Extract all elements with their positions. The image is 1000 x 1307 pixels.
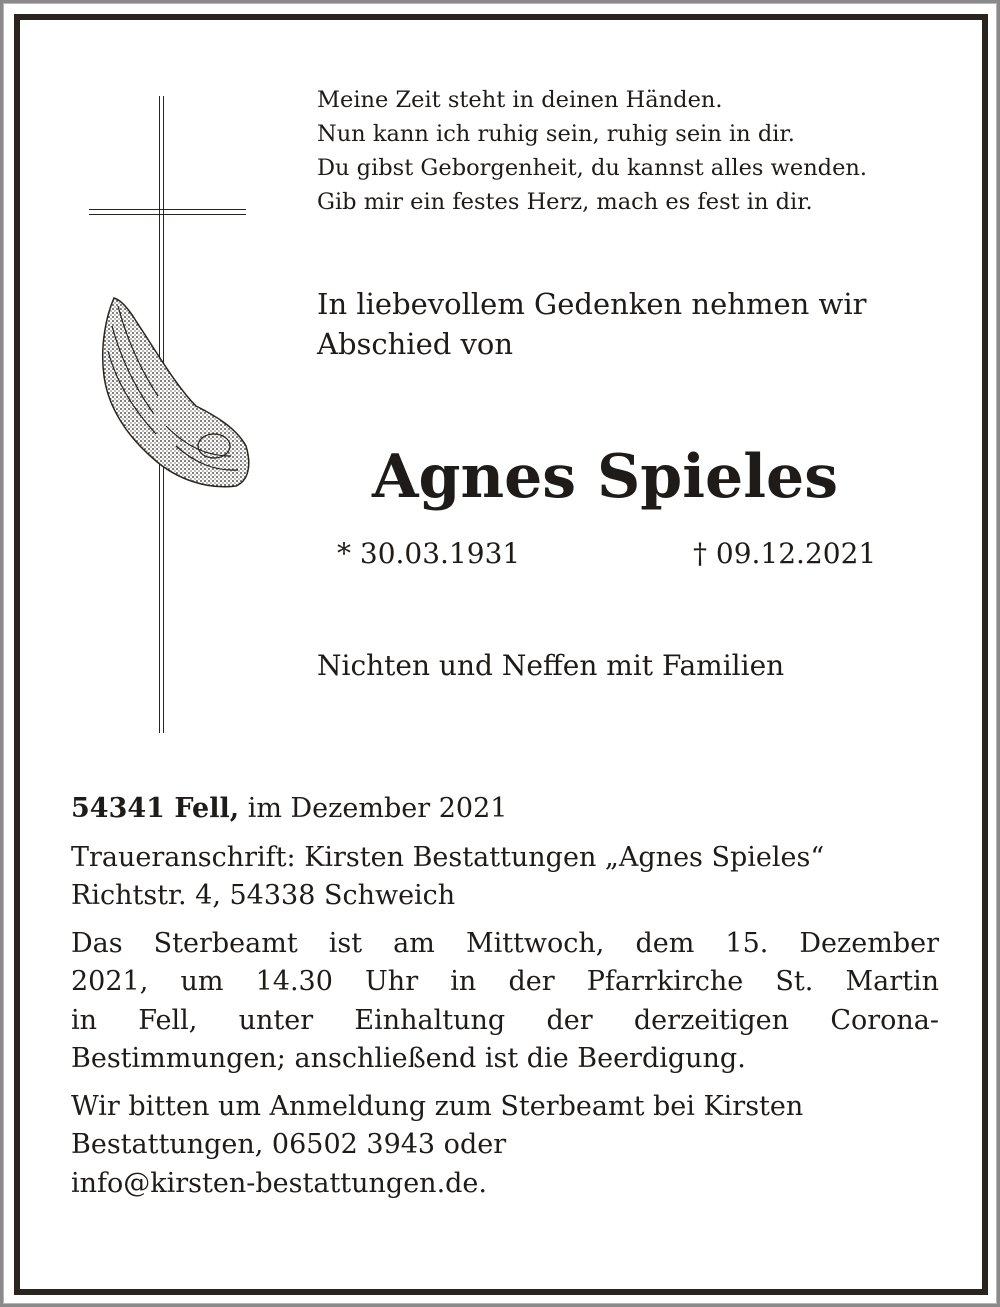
service-line: 2021, um 14.30 Uhr in der Pfarrkirche St. Martin xyxy=(71,966,939,997)
mourners: Nichten und Neffen mit Familien xyxy=(317,649,785,682)
page-frame xyxy=(3,3,997,1304)
birth-date: * 30.03.1931 xyxy=(337,537,521,570)
service-line: Bestimmungen; anschließend ist die Beerdigung. xyxy=(71,1043,746,1074)
intro-text xyxy=(317,284,866,364)
poem-line: Nun kann ich ruhig sein, ruhig sein in dir. xyxy=(317,121,795,147)
place-date-text: im Dezember 2021 xyxy=(239,793,508,824)
cross-beam xyxy=(89,209,246,215)
deceased-name: Agnes Spieles xyxy=(372,442,838,512)
service-line: Das Sterbeamt ist am Mittwoch, dem 15. Dezember xyxy=(71,927,939,959)
details-section xyxy=(71,790,939,1212)
address-line: Traueranschrift: Kirsten Bestattungen „Agnes Spieles“ xyxy=(71,841,825,873)
place-name: 54341 Fell, xyxy=(71,793,240,824)
death-date: † 09.12.2021 xyxy=(693,537,877,570)
intro-line: Abschied von xyxy=(317,327,514,361)
registration-line: Bestattungen, 06502 3943 oder xyxy=(71,1129,507,1160)
address-line: Richtstr. 4, 54338 Schweich xyxy=(71,880,456,911)
praying-hands-icon xyxy=(96,296,252,492)
intro-line: In liebevollem Gedenken nehmen wir xyxy=(317,287,867,321)
registration-email: info@kirsten-bestattungen.de. xyxy=(71,1167,487,1199)
service-block xyxy=(71,925,939,1079)
poem xyxy=(317,83,867,219)
poem-line: Gib mir ein festes Herz, mach es fest in dir. xyxy=(317,189,813,215)
poem-line: Du gibst Geborgenheit, du kannst alles wenden. xyxy=(317,155,868,181)
registration-block xyxy=(71,1088,939,1204)
poem-line: Meine Zeit steht in deinen Händen. xyxy=(317,87,723,113)
address-block xyxy=(71,839,939,916)
place-date xyxy=(71,790,939,829)
service-line: in Fell, unter Einhaltung der derzeitigen Corona- xyxy=(71,1004,939,1036)
registration-line: Wir bitten um Anmeldung zum Sterbeamt bei Kirsten xyxy=(71,1090,804,1122)
